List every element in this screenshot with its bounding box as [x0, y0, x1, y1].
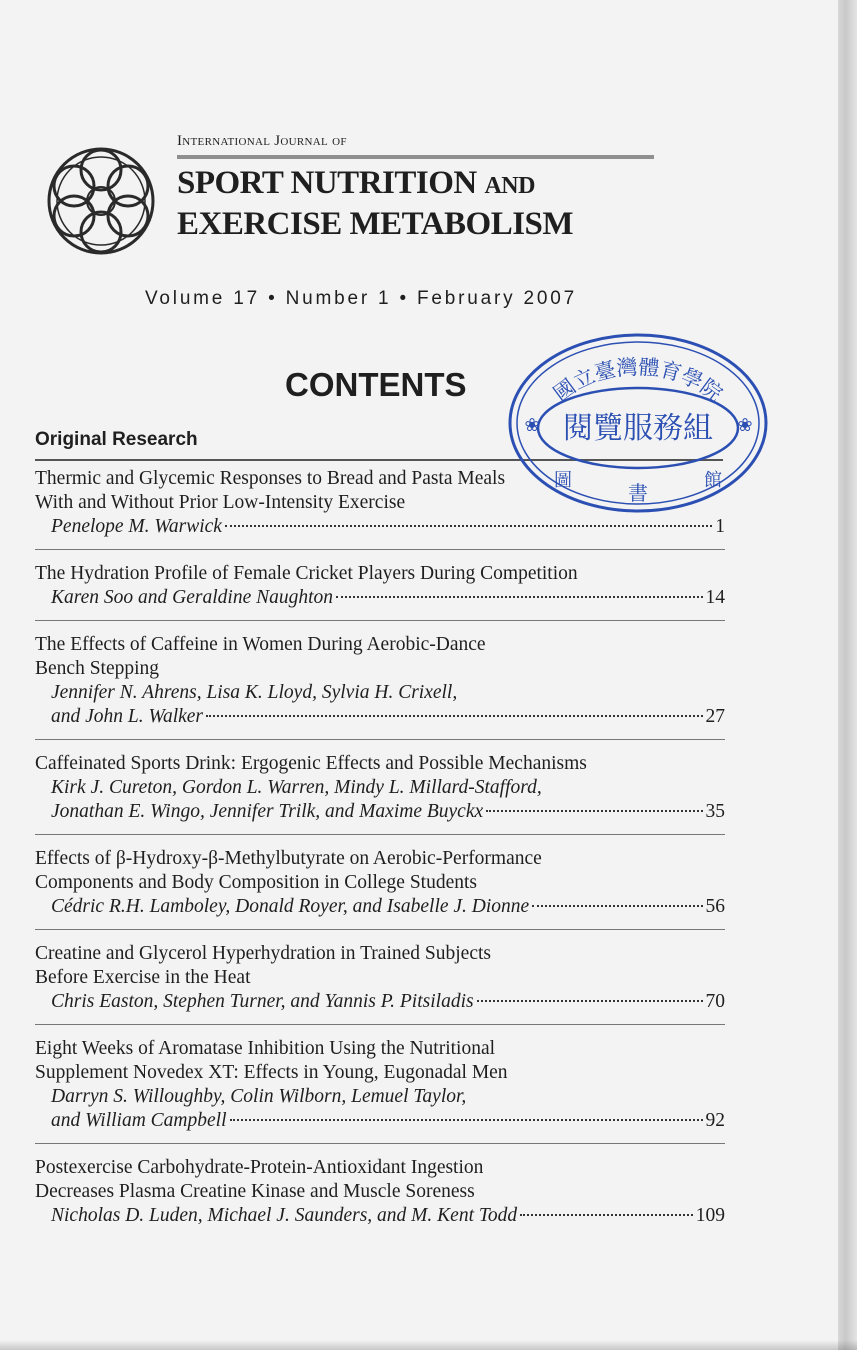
- journal-logo-icon: [40, 140, 162, 262]
- stamp-center-text: 閱覽服務組: [563, 411, 713, 446]
- page-number: 109: [695, 1205, 725, 1226]
- article-title: Postexercise Carbohydrate-Protein-Antioxidant Ingestion Decreases Plasma Creatine Kinase and Muscle Soreness: [35, 1157, 484, 1202]
- stamp-flower-left-icon: ❀: [524, 415, 540, 436]
- article-leader-row: [35, 800, 725, 824]
- article-authors: Cédric R.H. Lamboley, Donald Royer, and Isabelle J. Dionne: [51, 896, 530, 917]
- stamp-top-arc: 國立臺灣體育學院: [549, 354, 727, 407]
- article-leader-row: [35, 705, 725, 729]
- article-authors: Penelope M. Warwick: [51, 516, 222, 537]
- dot-leader: [520, 1214, 693, 1216]
- article-authors: Kirk J. Cureton, Gordon L. Warren, Mindy L. Millard-Stafford,: [51, 777, 542, 798]
- dot-leader: [477, 1000, 703, 1002]
- contents-heading: CONTENTS: [285, 366, 467, 403]
- journal-pre-title: International Journal of: [177, 133, 347, 149]
- page-number: 92: [705, 1110, 725, 1131]
- article-title: The Effects of Caffeine in Women During Aerobic-Dance Bench Stepping: [35, 634, 486, 679]
- article-authors: Karen Soo and Geraldine Naughton: [51, 587, 334, 608]
- stamp-bottom-left: 圖: [554, 470, 572, 491]
- entry-divider: [35, 549, 725, 550]
- toc-entry: [35, 752, 725, 824]
- page-number: 1: [715, 516, 725, 537]
- article-title: Creatine and Glycerol Hyperhydration in Trained Subjects Before Exercise in the Heat: [35, 943, 491, 988]
- dot-leader: [336, 596, 702, 598]
- entry-divider: [35, 739, 725, 740]
- article-title: Thermic and Glycemic Responses to Bread and Pasta Meals With and Without Prior Low-Intensity Exercise: [35, 468, 506, 513]
- toc-entry: [35, 847, 725, 919]
- stamp-bottom-center: 書: [628, 481, 648, 505]
- dot-leader: [230, 1119, 703, 1121]
- page-number: 14: [705, 587, 725, 608]
- dot-leader: [206, 715, 702, 717]
- journal-title-line2: EXERCISE METABOLISM: [177, 206, 574, 242]
- entry-divider: [35, 929, 725, 930]
- article-leader-row: [35, 515, 725, 539]
- page-number: 35: [705, 801, 725, 822]
- page-number: 27: [705, 706, 725, 727]
- article-title: Caffeinated Sports Drink: Ergogenic Effects and Possible Mechanisms: [35, 753, 587, 774]
- toc-entry: [35, 633, 725, 729]
- article-leader-row: [35, 586, 725, 610]
- article-authors: and William Campbell: [51, 1110, 227, 1131]
- article-authors: Chris Easton, Stephen Turner, and Yannis P. Pitsiladis: [51, 991, 474, 1012]
- article-authors: Jonathan E. Wingo, Jennifer Trilk, and Maxime Buyckx: [51, 801, 484, 822]
- article-title: The Hydration Profile of Female Cricket Players During Competition: [35, 563, 578, 584]
- article-authors: Darryn S. Willoughby, Colin Wilborn, Lemuel Taylor,: [51, 1086, 467, 1107]
- journal-title: [177, 164, 647, 243]
- stamp-flower-right-icon: ❀: [737, 415, 753, 436]
- journal-title-and: AND: [484, 173, 535, 199]
- article-leader-row: [35, 1109, 725, 1133]
- entry-divider: [35, 1024, 725, 1025]
- article-authors: Jennifer N. Ahrens, Lisa K. Lloyd, Sylvia H. Crixell,: [51, 682, 458, 703]
- section-heading: Original Research: [35, 429, 198, 450]
- article-leader-row: [35, 895, 725, 919]
- article-title: Effects of β-Hydroxy-β-Methylbutyrate on Aerobic-Performance Components and Body Composition in College Students: [35, 848, 542, 893]
- page-edge: [838, 0, 857, 1350]
- dot-leader: [532, 905, 702, 907]
- toc-entry: [35, 562, 725, 610]
- article-list: [35, 467, 725, 1228]
- dot-leader: [225, 525, 712, 527]
- article-title: Eight Weeks of Aromatase Inhibition Using the Nutritional Supplement Novedex XT: Effects in Young, Eugonadal Men: [35, 1038, 508, 1083]
- article-authors: and John L. Walker: [51, 706, 204, 727]
- page-number: 70: [705, 991, 725, 1012]
- entry-divider: [35, 1143, 725, 1144]
- journal-title-line1: SPORT NUTRITION: [177, 165, 477, 201]
- stamp-bottom-right: 館: [704, 470, 722, 491]
- entry-divider: [35, 620, 725, 621]
- toc-entry: [35, 1156, 725, 1228]
- bottom-shadow: [0, 1340, 857, 1350]
- entry-divider: [35, 834, 725, 835]
- masthead-rule: [177, 155, 654, 159]
- article-leader-row: [35, 990, 725, 1014]
- library-stamp: [505, 328, 771, 518]
- page-number: 56: [705, 896, 725, 917]
- dot-leader: [486, 810, 702, 812]
- svg-text:國立臺灣體育學院: [549, 355, 727, 406]
- article-leader-row: [35, 1204, 725, 1228]
- article-authors: Nicholas D. Luden, Michael J. Saunders, and M. Kent Todd: [51, 1205, 518, 1226]
- toc-entry: [35, 1037, 725, 1133]
- toc-entry: [35, 942, 725, 1014]
- issue-line: Volume 17 • Number 1 • February 2007: [145, 288, 578, 309]
